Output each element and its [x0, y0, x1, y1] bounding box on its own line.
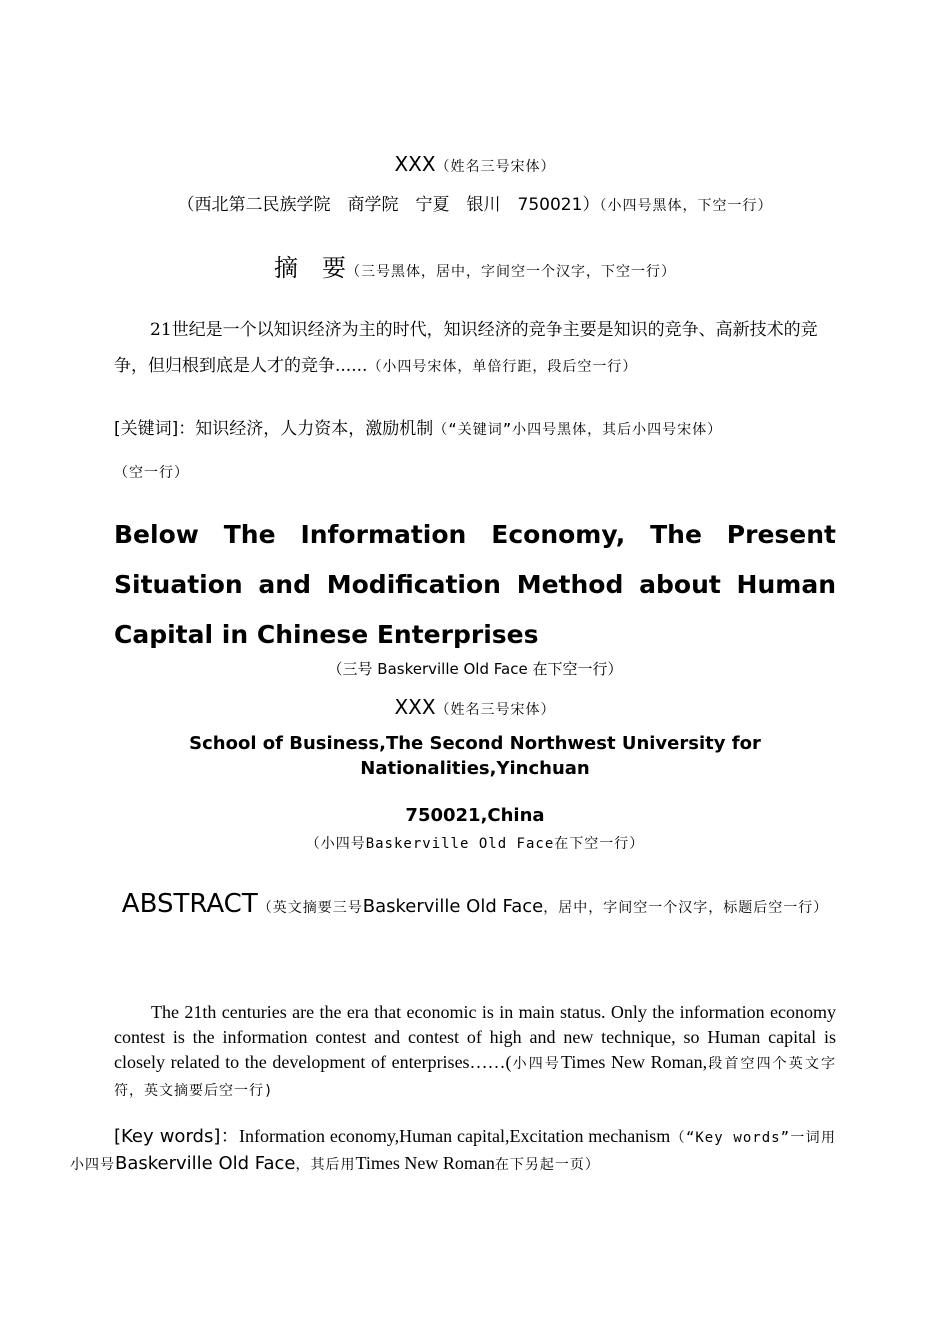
author-name-en: [0, 695, 950, 719]
author-name: XXX: [394, 152, 436, 176]
abstract-heading: 摘 要: [274, 254, 346, 282]
format-note: （小四号宋体，单倍行距，段后空一行）: [367, 359, 638, 375]
format-note: ，其后用: [295, 1157, 356, 1173]
format-note: 段首空四个英文字符，英文摘要后空一行): [114, 1056, 837, 1099]
format-note: （三号 Baskerville Old Face 在下空一行）: [327, 660, 623, 678]
abstract-text: 21世纪是一个以知识经济为主的时代，知识经济的竞争主要是知识的竞争、高新技术的竞争，但归根到底是人才的竞争......: [114, 320, 818, 376]
abstract-text: The 21th centuries are the era that economic is in main status. Only the information economy contest is the information contest and contest of high and new technique, so Human capital is closely related to the development of enterprises……(: [114, 1002, 836, 1072]
format-note: （三号黑体，居中，字间空一个汉字，下空一行）: [346, 264, 676, 280]
format-note: 小四号: [511, 1056, 562, 1072]
zip-en: 750021,China: [405, 805, 545, 826]
abstract-title-en: [114, 886, 836, 926]
format-note-font: Times New Roman: [355, 1153, 495, 1173]
format-note: （“关键词”小四号黑体，其后小四号宋体）: [433, 422, 723, 438]
affiliation-text: （西北第二民族学院 商学院 宁夏 银川 750021）: [177, 195, 600, 215]
format-note: ，居中，字间空一个汉字，标题后空一行）: [543, 900, 829, 916]
affiliation-cn: [0, 190, 950, 215]
format-note-font: Baskerville Old Face: [362, 896, 544, 917]
keywords-text: 知识经济，人力资本，激励机制: [195, 419, 434, 439]
blank-line-note: （空一行）: [114, 465, 189, 481]
format-note-font: Baskerville Old Face: [115, 1153, 296, 1174]
format-note: （小四号黑体，下空一行）: [599, 198, 773, 214]
abstract-title-cn: [0, 248, 950, 283]
abstract-body-en: [114, 1000, 836, 1104]
keywords-label: [关键词]：: [114, 419, 196, 439]
keywords-text: Information economy,Human capital,Excitation mechanism: [239, 1126, 671, 1146]
affiliation-en: School of Business,The Second Northwest University for Nationalities,Yinchuan: [189, 733, 761, 779]
format-note: （姓名三号宋体）: [435, 702, 556, 718]
author-name-cn: [0, 152, 950, 176]
abstract-body-cn: [114, 312, 836, 385]
abstract-heading: ABSTRACT: [121, 889, 258, 919]
keywords-label: [Key words]：: [114, 1126, 240, 1147]
author-name: XXX: [394, 695, 436, 719]
format-note-font: Times New Roman,: [561, 1052, 708, 1072]
title-note: [0, 658, 950, 679]
format-note: （“Key words”一词用小四号: [70, 1130, 837, 1173]
format-note: 在下另起一页）: [494, 1157, 600, 1173]
keywords-en: [70, 1124, 836, 1178]
keywords-cn: [114, 414, 722, 439]
format-note: （英文摘要三号: [257, 900, 363, 916]
format-note: （姓名三号宋体）: [435, 159, 556, 175]
title-en: Below The Information Economy, The Present Situation and Modification Method about Human Capital in Chinese Enterprises: [114, 520, 836, 649]
zip-format-note: （小四号Baskerville Old Face在下空一行）: [305, 836, 645, 852]
